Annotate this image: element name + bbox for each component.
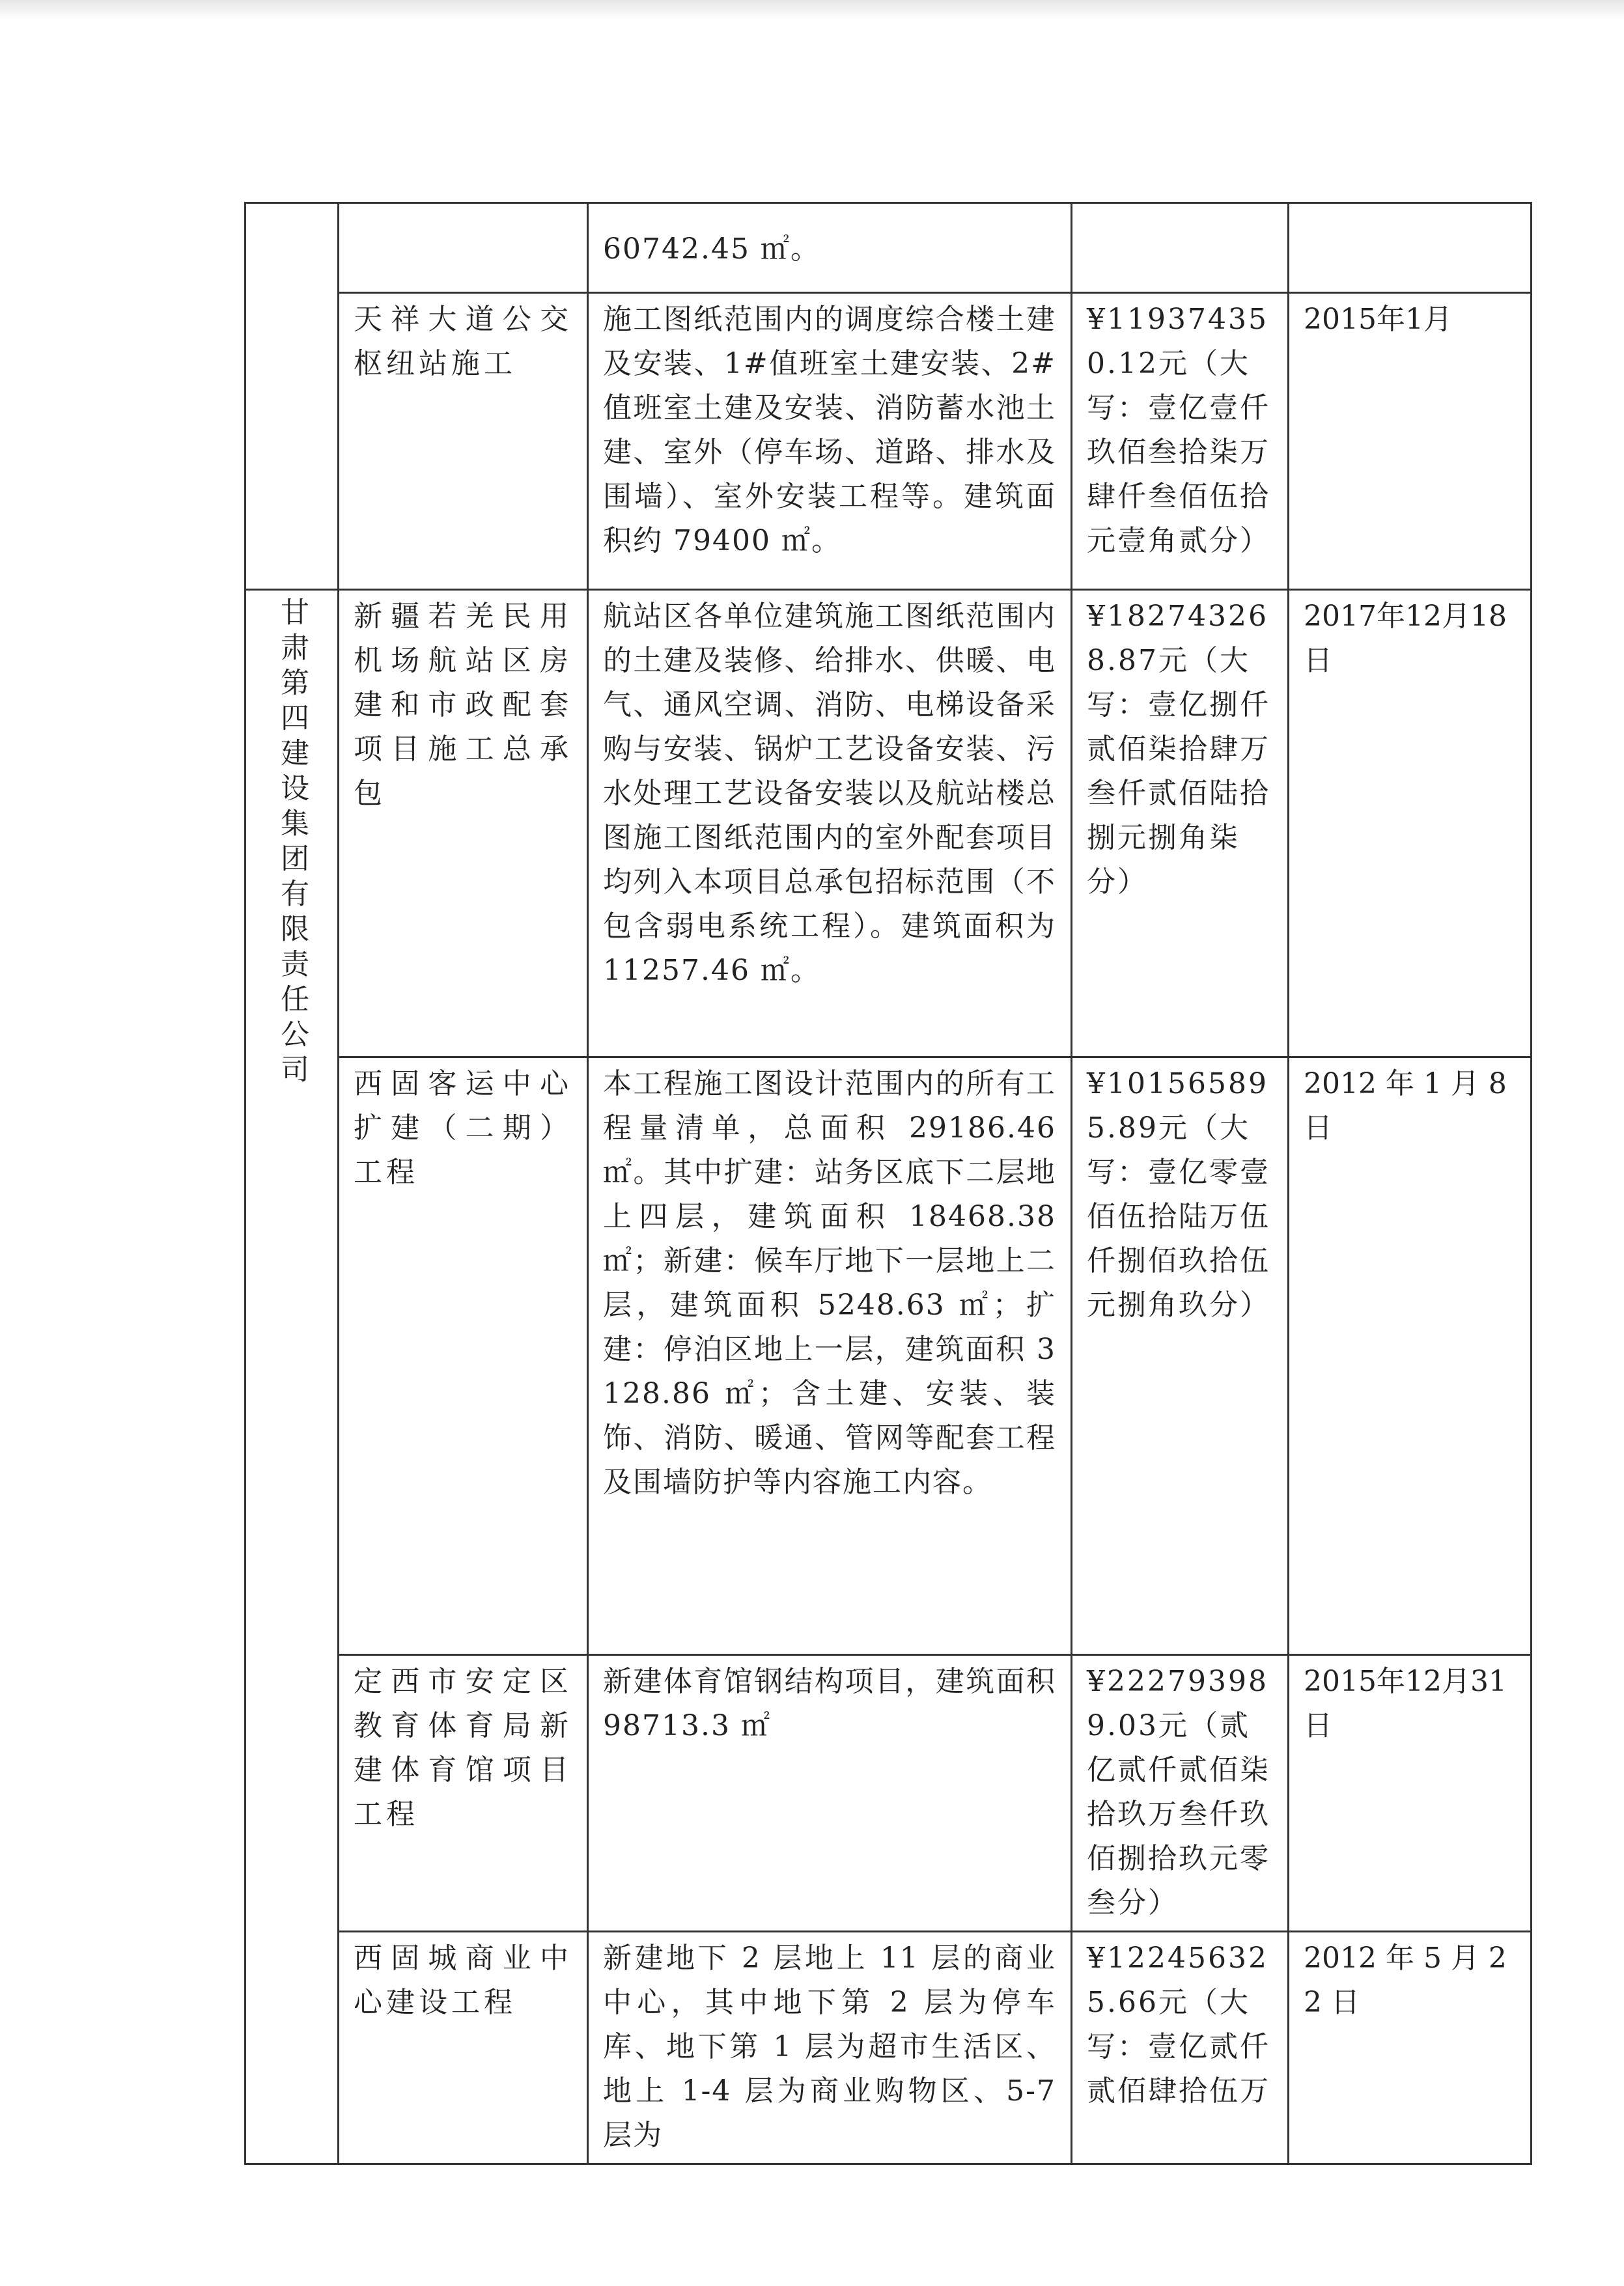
project-scope-cell (588, 293, 1072, 590)
completion-date: 2012 年 5 月 22 日 (1304, 1942, 1507, 2019)
table-row (245, 1057, 1532, 1655)
project-name-cell (339, 1057, 588, 1655)
project-name: 新疆若羌民用机场航站区房建和市政配套项目施工总承包 (354, 600, 572, 810)
project-scope: 施工图纸范围内的调度综合楼土建及安装、1#值班室土建安装、2#值班室土建及安装、消防蓄水池土建、室外（停车场、道路、排水及围墙）、室外安装工程等。建筑面积约 79400 ㎡。 (603, 303, 1056, 557)
project-scope-cell (588, 1655, 1072, 1932)
table-row (245, 1932, 1532, 2164)
contract-price-cell (1072, 1655, 1289, 1932)
project-name: 西固城商业中心建设工程 (354, 1942, 572, 2019)
contract-price (1072, 204, 1287, 213)
project-name-cell (339, 1655, 588, 1932)
project-scope: 本工程施工图设计范围内的所有工程量清单，总面积 29186.46 ㎡。其中扩建：站务区底下二层地上四层，建筑面积 18468.38 ㎡；新建：候车厅地下一层地上二层，建筑面积 5248.63 ㎡；扩建：停泊区地上一层，建筑面积 3128.86 ㎡；含土建、安装、装饰、消防、暖通、管网等配套工程及围墙防护等内容施工内容。 (603, 1067, 1056, 1499)
table-row (245, 590, 1532, 1057)
project-name (339, 204, 587, 213)
completion-date-cell (1289, 1655, 1532, 1932)
project-table (244, 202, 1532, 2165)
project-name: 定西市安定区教育体育局新建体育馆项目工程 (354, 1665, 572, 1831)
completion-date-cell (1289, 293, 1532, 590)
scan-edge-shading (0, 0, 1624, 20)
completion-date (1289, 204, 1530, 213)
contract-price-cell (1072, 590, 1289, 1057)
completion-date-cell (1289, 1057, 1532, 1655)
project-name-cell (339, 1932, 588, 2164)
project-scope-cell (588, 1057, 1072, 1655)
contract-price: ¥119374350.12元（大写：壹亿壹仟玖佰叁拾柒万肆仟叁佰伍拾元壹角贰分） (1087, 303, 1270, 557)
contract-price-cell (1072, 1057, 1289, 1655)
completion-date-cell (1289, 203, 1532, 293)
project-scope: 新建地下 2 层地上 11 层的商业中心，其中地下第 2 层为停车库、地下第 1 层为超市生活区、地上 1-4 层为商业购物区、5-7 层为 (603, 1942, 1056, 2152)
company-name: 甘肃第四建设集团有限责任公司 (275, 597, 309, 1089)
table-row (245, 1655, 1532, 1932)
project-scope-cell (588, 1932, 1072, 2164)
contract-price-cell (1072, 203, 1289, 293)
completion-date: 2012 年 1 月 8 日 (1304, 1067, 1507, 1145)
project-name: 西固客运中心扩建（二期）工程 (354, 1067, 572, 1189)
contract-price: ¥182743268.87元（大写：壹亿捌仟贰佰柒拾肆万叁仟贰佰陆拾捌元捌角柒分） (1087, 600, 1270, 899)
contract-price: ¥122456325.66元（大写：壹亿贰仟贰佰肆拾伍万 (1087, 1942, 1270, 2108)
table-row (245, 203, 1532, 293)
project-scope-cell (588, 590, 1072, 1057)
project-name-cell (339, 590, 588, 1057)
project-name: 天祥大道公交枢纽站施工 (354, 303, 572, 380)
contract-price-cell (1072, 293, 1289, 590)
completion-date: 2015年12月31日 (1304, 1665, 1507, 1742)
project-scope: 60742.45 ㎡。 (603, 232, 820, 266)
completion-date: 2015年1月 (1304, 303, 1452, 336)
contract-price: ¥222793989.03元（贰亿贰仟贰佰柒拾玖万叁仟玖佰捌拾玖元零叁分） (1087, 1665, 1270, 1919)
completion-date-cell (1289, 1932, 1532, 2164)
project-scope: 航站区各单位建筑施工图纸范围内的土建及装修、给排水、供暖、电气、通风空调、消防、电梯设备采购与安装、锅炉工艺设备安装、污水处理工艺设备安装以及航站楼总图施工图纸范围内的室外配套项目均列入本项目总承包招标范围（不包含弱电系统工程）。建筑面积为 11257.46 ㎡。 (603, 600, 1056, 987)
company-cell (245, 590, 339, 2164)
completion-date: 2017年12月18日 (1304, 600, 1507, 677)
project-name-cell (339, 293, 588, 590)
company-cell-continued (245, 203, 339, 590)
contract-price-cell (1072, 1932, 1289, 2164)
project-scope: 新建体育馆钢结构项目，建筑面积 98713.3 ㎡ (603, 1665, 1056, 1742)
completion-date-cell (1289, 590, 1532, 1057)
contract-price: ¥101565895.89元（大写：壹亿零壹佰伍拾陆万伍仟捌佰玖拾伍元捌角玖分） (1087, 1067, 1270, 1322)
project-scope-cell (588, 203, 1072, 293)
table-row (245, 293, 1532, 590)
project-name-cell (339, 203, 588, 293)
